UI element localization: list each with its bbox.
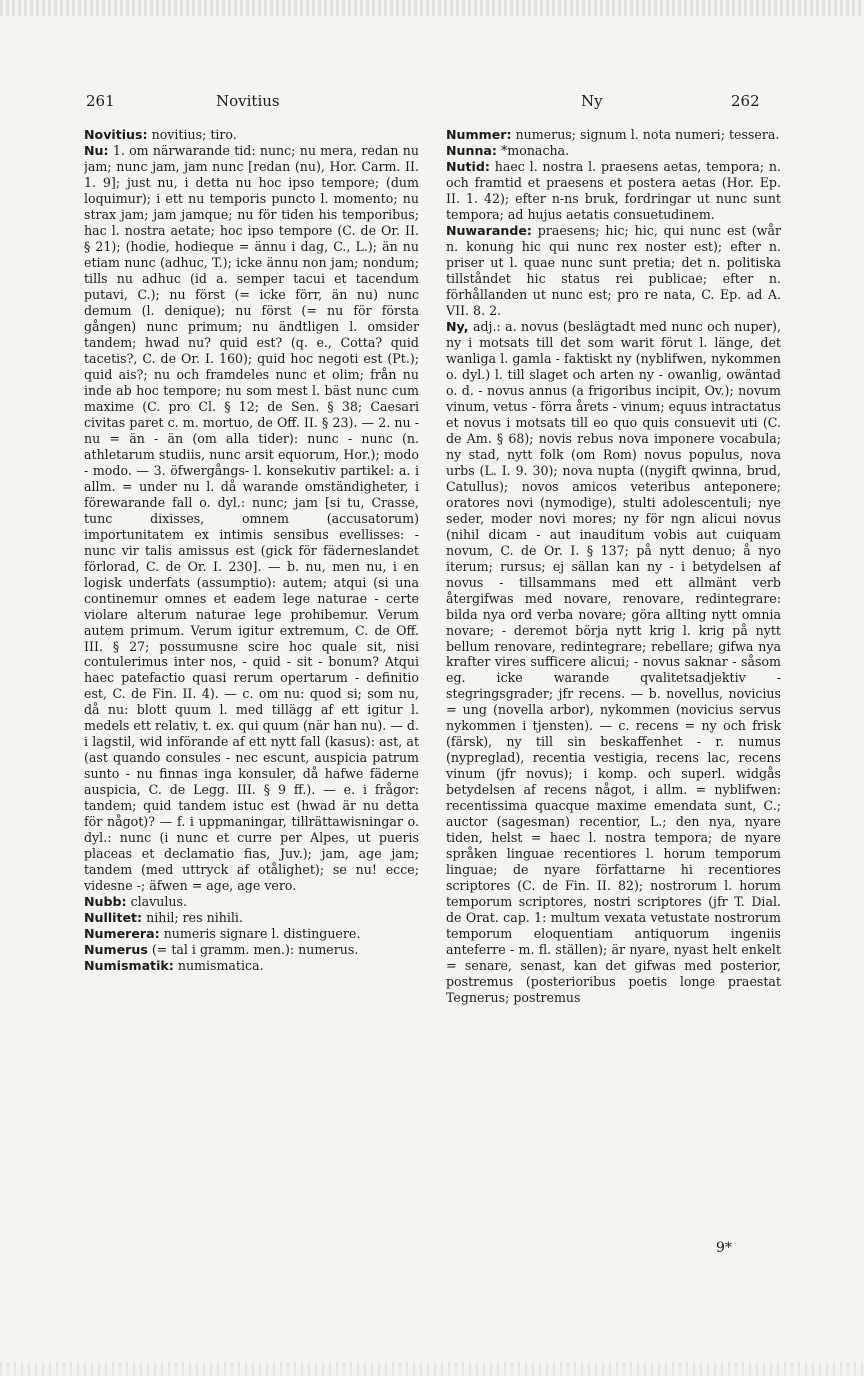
entry-numismatik — [84, 958, 419, 974]
headword: Novitius: — [84, 127, 148, 142]
entry-text: (= tal i gramm. men.): numerus. — [151, 942, 359, 958]
headword: Nu: — [84, 142, 109, 158]
entry-nubb — [84, 894, 419, 910]
entry-nuwarande — [446, 223, 781, 319]
headword: Numerera: — [84, 926, 160, 942]
headword: Nuwarande: — [446, 222, 532, 238]
entry-text: numeris signare l. distinguere. — [163, 926, 361, 942]
headword: Ny, — [446, 318, 469, 334]
entry-text: numismatica. — [177, 958, 264, 974]
headword: Numerus — [84, 942, 148, 958]
page-number-right: 262 — [731, 92, 760, 110]
headword: Nubb: — [84, 894, 127, 910]
entry-text: numerus; signum l. nota numeri; tessera. — [515, 127, 780, 142]
page-header — [0, 92, 864, 116]
headword: Nunna: — [446, 142, 497, 158]
entry-ny — [446, 319, 781, 1006]
headword: Numismatik: — [84, 958, 174, 974]
entry-nummer — [446, 127, 781, 143]
entry-text: haec l. nostra l. praesens aetas, tempora; n. och framtid et praesens et postera aetas (Hor. Ep. II. 1. 42); efter n-ns bruk, fordringar ut nunc sunt tempora; ad hujus aetatis consuetudinem. — [446, 158, 781, 222]
scan-edge-bottom — [0, 1362, 864, 1376]
headword: Nullitet: — [84, 910, 143, 926]
right-column — [446, 127, 781, 1262]
running-head-right: Ny — [581, 92, 603, 110]
scan-edge-top — [0, 0, 864, 16]
signature-mark: 9* — [716, 1240, 732, 1256]
headword: Nutid: — [446, 158, 490, 174]
entry-novitius — [84, 127, 419, 143]
entry-nunna — [446, 143, 781, 159]
entry-text: *monacha. — [501, 142, 570, 158]
entry-text: praesens; hic; hic, qui nunc est (wår n. konung hic qui nunc rex noster est); efter n. priser ut l. quae nunc sunt pretia; det n. politiska tillståndet hic status rei publicae; efter n. förhållanden ut nunc est; pro re nata, C. Ep. ad A. VII. 8. 2. — [446, 222, 781, 318]
entry-text: nihil; res nihili. — [146, 910, 243, 926]
page-number-left: 261 — [86, 92, 115, 110]
left-column — [84, 127, 419, 1262]
entry-text: 1. om närwarande tid: nunc; nu mera, redan nu jam; nunc jam, jam nunc [redan (nu), Hor. Carm. II. 1. 9]; just nu, i detta nu hoc ipso tempore; (dum loquimur); i ett nu temporis puncto l. momento; nu strax jam; jam jamque; nu för tiden his temporibus; hac l. nostra aetate; hoc ipso tempore (C. de Or. II. § 21); (hodie, hodieque = ännu i dag, C., L.); än nu etiam nunc (adhuc, T.); icke ännu non jam; nondum; tills nu adhuc (id a. semper tacui et tacendum putavi, C.); nu först (= icke förr, än nu) nunc demum (l. denique); nu först (= nu för första gången) nunc primum; nu ändtligen l. omsider tandem; hwad nu? quid est? (q. e., Cotta? quid tacetis?, C. de Or. I. 160); quid hoc negoti est (Pt.); quid ais?; nu och framdeles nunc et olim; från nu inde ab hoc tempore; nu som mest l. bäst nunc cum maxime (C. pro Cl. § 12; de Sen. § 38; Caesari civitas paret c. m. mortuo, de Off. II. § 23). — 2. nu - nu = än - än (om alla tider): nunc - nunc (n. athletarum studiis, nunc arsit equorum, Hor.); modo - modo. — 3. öfwergångs- l. konsekutiv partikel: a. i allm. = under nu l. då warande omständigheter, i förewarande fall o. dyl.: nunc; jam [si tu, Crasse, tunc dixisses, omnem (accusatorum) importunitatem ex intimis sensibus evellisses: - nunc vir talis amissus est (gick för fäderneslandet förlorad, C. de Or. I. 230]. — b. nu, men nu, i en logisk underfats (assumptio): autem; atqui (si una continemur omnes et eadem lege naturae - certe violare alterum naturae lege prohibemur. Verum autem primum. Verum igitur extremum, C. de Off. III. § 27; possumusne scire hoc quale sit, nisi contulerimus inter nos, - quid - sit - bonum? Atqui haec patefactio quasi rerum opertarum - definitio est, C. de Fin. II. 4). — c. om nu: quod si; som nu, då nu: blott quum l. med tillägg af ett igitur l. medels ett relativ, t. ex. qui quum (när han nu). — d. i lagstil, wid införande af ett nytt fall (kasus): ast, at (ast quando consules - nec escunt, auspicia patrum sunto - nu finnas inga konsuler, då hafwe fäderne auspicia, C. de Legg. III. § 9 ff.). — e. i frågor: tandem; quid tandem istuc est (hwad är nu detta för något)? — f. i uppmaningar, tillrättawisningar o. dyl.: nunc (i nunc et curre per Alpes, ut pueris placeas et declamatio fias, Juv.); jam, age jam; tandem (med uttryck af otålighet); se nu! ecce; videsne -; äfwen = age, age vero. — [84, 142, 419, 894]
entry-text: clavulus. — [130, 894, 188, 910]
entry-numerus — [84, 942, 419, 958]
entry-nutid — [446, 159, 781, 223]
entry-numerera — [84, 926, 419, 942]
headword: Nummer: — [446, 127, 512, 142]
entry-text: adj.: a. novus (beslägtadt med nunc och nuper), ny i motsats till det som warit förut l. länge, det wanliga l. gamla - faktiskt ny (nyblifwen, nykommen o. dyl.) l. till slaget och arten ny - owanlig, owäntad o. d. - novus annus (a frigoribus incipit, Ov.); novum vinum, vetus - förra årets - vinum; equus intractatus et novus i motsats till eo quo quis consuevit uti (C. de Am. § 68); novis rebus nova imponere vocabula; ny stad, nytt folk (om Rom) novus populus, nova urbs (L. I. 9. 30); nova nupta ((nygift qwinna, brud, Catullus); novos amicos veteribus anteponere; oratores novi (nymodige), stulti adolescentuli; nye seder, moder novi mores; ny för ngn alicui novus (nihil dicam - aut inauditum vobis aut cuiquam novum, C. de Or. I. § 137; på nytt denuo; å nyo iterum; rursus; ej sällan kan ny - i betydelsen af novus - tillsammans med ett allmänt verb återgifwas med novare, renovare, redintegrare: bilda nya ord verba novare; göra allting nytt omnia novare; - deremot börja nytt krig l. krig på nytt bellum renovare, redintegrare; rebellare; gifwa nya krafter vires sufficere alicui; - novus saknar - såsom eg. icke warande qvalitetsadjektiv - stegringsgrader; jfr recens. — b. novellus, novicius = ung (novella arbor), nykommen (novicius servus nykommen i tjensten). — c. recens = ny och frisk (färsk), ny till sin beskaffenhet - r. numus (nypreglad), recentia vestigia, recens lac, recens vinum (jfr novus); i komp. och superl. widgås betydelsen af recens något, i allm. = nyblifwen: recentissima quacque maxime emendata sunt, C.; auctor (sagesman) recentior, L.; den nya, nyare tiden, helst = haec l. nostra tempora; de nyare språken linguae recentiores l. horum temporum linguae; de nyare författarne hi recentiores scriptores (C. de Fin. II. 82); nostrorum l. horum temporum scriptores, nostri scriptores (jfr T. Dial. de Orat. cap. 1: multum vexata vetustate nostrorum temporum eloquentiam antiquorum ingeniis anteferre - m. fl. ställen); är nyare, nyast helt enkelt = senare, senast, kan det gifwas med posterior, postremus (posterioribus poetis longe praestat Tegnerus; postremus — [446, 318, 781, 1006]
entry-text: novitius; tiro. — [151, 127, 237, 142]
entry-nullitet — [84, 910, 419, 926]
running-head-left: Novitius — [216, 92, 280, 110]
entry-nu — [84, 143, 419, 894]
